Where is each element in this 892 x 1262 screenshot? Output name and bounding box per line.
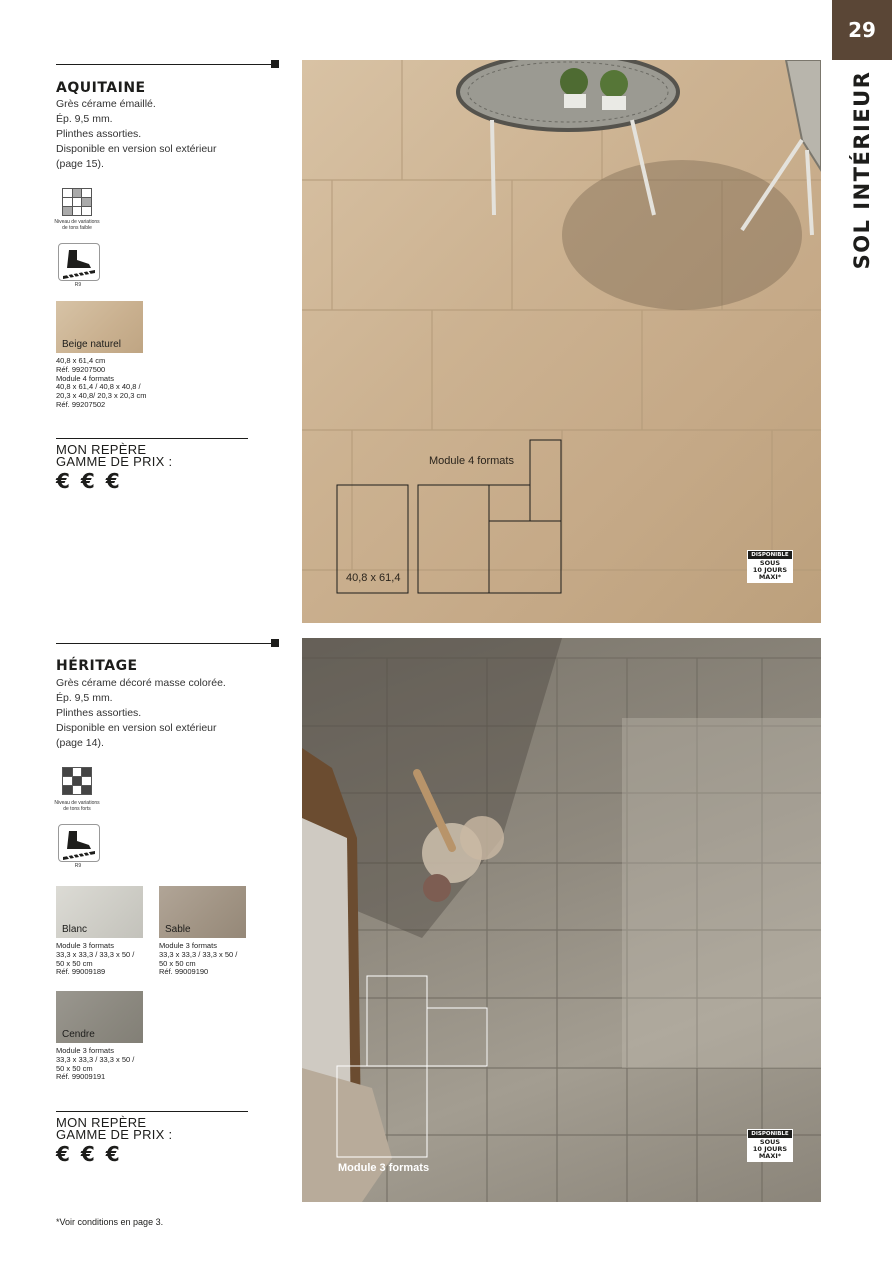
module-label: Module 3 formats: [338, 1162, 430, 1174]
price-range-label: MON REPÈRE GAMME DE PRIX :: [56, 1115, 173, 1142]
price-divider: [56, 1111, 248, 1112]
aquitaine-room-photo: [302, 60, 821, 623]
price-range-value: € € €: [56, 469, 122, 493]
slip-resistance-icon: [58, 243, 100, 281]
tile-floor-pattern: [302, 638, 821, 1202]
swatch-name: Blanc: [62, 924, 88, 935]
separator: [56, 64, 274, 65]
format-33x50: [367, 976, 427, 1066]
heritage-room-photo: [302, 638, 821, 1202]
table-shadow: [562, 160, 802, 310]
slip-resistance-label: R9: [74, 282, 82, 288]
swatch-blanc[interactable]: [56, 886, 143, 938]
tile-floor-pattern: [302, 60, 821, 623]
format-module-c: [489, 485, 530, 521]
swatch-name: Cendre: [62, 1029, 95, 1040]
product-description: Grès cérame émaillé. Ép. 9,5 mm. Plinthes assorties. Disponible en version sol extérieur (page 15).: [56, 98, 217, 170]
tone-variation-label: Niveau de variations de tons faible: [54, 219, 100, 231]
page-number: 29: [832, 0, 892, 60]
swatch-name: Beige naturel: [62, 339, 121, 350]
section-title: SOL INTÉRIEUR: [850, 70, 874, 270]
swatch-name: Sable: [165, 924, 191, 935]
price-divider: [56, 438, 248, 439]
price-range-label: MON REPÈRE GAMME DE PRIX :: [56, 442, 173, 469]
swatch-sable[interactable]: [159, 886, 246, 938]
swatch-info: Module 3 formats 33,3 x 33,3 / 33,3 x 50 / 50 x 50 cm Réf. 99009189: [56, 941, 135, 977]
product-title: HÉRITAGE: [56, 658, 138, 674]
tone-variation-icon: [62, 188, 92, 216]
size-label: 40,8 x 61,4: [346, 572, 401, 584]
format-module-b: [489, 521, 561, 593]
separator: [56, 643, 274, 644]
format-module-a: [418, 485, 489, 593]
separator-marker: [271, 60, 279, 68]
product-description: Grès cérame décoré masse colorée. Ép. 9,5 mm. Plinthes assorties. Disponible en version sol extérieur (page 14).: [56, 677, 226, 749]
availability-badge: DISPONIBLE SOUS 10 JOURS MAXI*: [747, 550, 793, 583]
slip-resistance-icon: [58, 824, 100, 862]
footnote: *Voir conditions en page 3.: [56, 1217, 164, 1227]
tone-variation-label: Niveau de variations de tons forts: [54, 800, 100, 812]
availability-badge: DISPONIBLE SOUS 10 JOURS MAXI*: [747, 1129, 793, 1162]
swatch-info: Module 3 formats 33,3 x 33,3 / 33,3 x 50 / 50 x 50 cm Réf. 99009191: [56, 1046, 135, 1082]
swatch-cendre[interactable]: [56, 991, 143, 1043]
slip-resistance-label: R9: [74, 863, 82, 869]
swatch-beige-naturel[interactable]: [56, 301, 143, 353]
module-label: Module 4 formats: [429, 455, 514, 467]
swatch-info: 40,8 x 61,4 cm Réf. 99207500 Module 4 formats 40,8 x 61,4 / 40,8 x 40,8 / 20,3 x 40,8/ 20,3 x 20,3 cm Réf. 99207502: [56, 356, 147, 409]
separator-marker: [271, 639, 279, 647]
format-33x33: [427, 1008, 487, 1066]
swatch-info: Module 3 formats 33,3 x 33,3 / 33,3 x 50 / 50 x 50 cm Réf. 99009190: [159, 941, 238, 977]
format-module-d: [530, 440, 561, 521]
product-title: AQUITAINE: [56, 80, 146, 96]
tone-variation-icon: [62, 767, 92, 795]
price-range-value: € € €: [56, 1142, 122, 1166]
